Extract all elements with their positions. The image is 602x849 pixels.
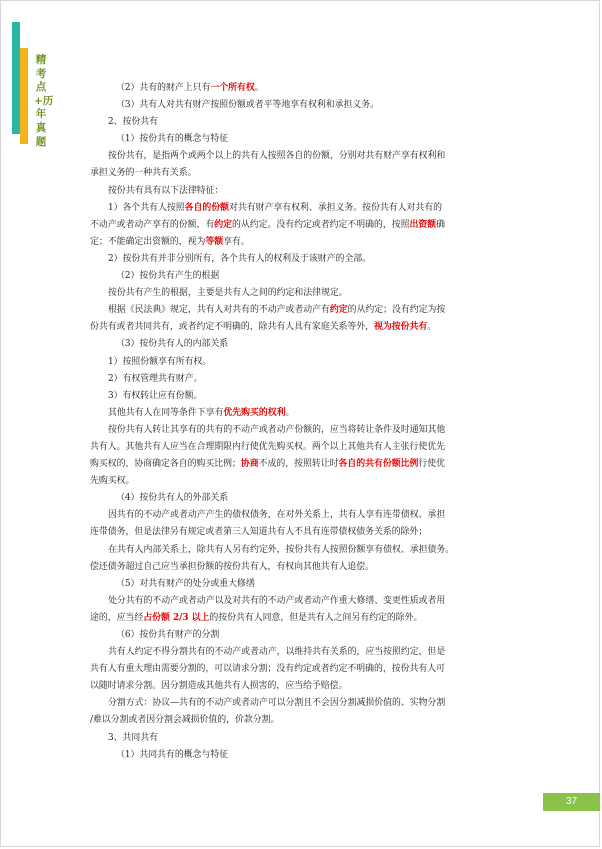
text-line <box>90 422 514 439</box>
text-line <box>90 730 514 747</box>
text-segment: 在共有人内部关系上，除共有人另有约定外，按份共有人按照份额享有债权、承担债务。 <box>108 544 455 555</box>
text-line <box>90 507 514 524</box>
text-segment: 承担义务的一种共有关系。 <box>90 168 197 179</box>
text-line <box>90 388 514 405</box>
text-segment: 其他共有人在同等条件下享有 <box>108 407 224 418</box>
text-line <box>90 627 514 644</box>
page-number: 37 <box>543 793 600 811</box>
text-segment: 1）按照份额享有所有权。 <box>108 356 212 367</box>
text-segment: 。 <box>427 322 437 333</box>
text-line <box>90 678 514 695</box>
text-segment: 享有。 <box>223 236 250 247</box>
text-line <box>90 473 514 490</box>
text-line <box>90 405 514 422</box>
text-line <box>90 148 514 165</box>
highlight-text: 协商 <box>240 459 259 470</box>
text-segment: （4）按份共有人的外部关系 <box>116 493 229 504</box>
text-segment: 途的，应当经 <box>90 612 144 623</box>
text-segment: 以随时请求分割。因分割造成其他共有人损害的，应当给予赔偿。 <box>90 681 348 692</box>
text-segment: 连带债务，但是法律另有规定或者第三人知道共有人不具有连带债权债务关系的除外； <box>90 527 428 538</box>
text-segment: 定；不能确定出资额的，视为 <box>90 236 206 247</box>
text-segment: 因共有的不动产或者动产产生的债权债务，在对外关系上，共有人享有连带债权、承担 <box>108 510 446 521</box>
text-line <box>90 712 514 729</box>
text-segment: 根据《民法典》规定，共有人对共有的不动产或者动产有 <box>108 305 330 316</box>
text-line <box>90 80 514 97</box>
text-segment: （3）按份共有人的内部关系 <box>116 339 229 350</box>
text-line <box>90 559 514 576</box>
text-line <box>90 524 514 541</box>
text-segment: （3）共有人对共有财产按照份额或者平等地享有权利和承担义务。 <box>116 100 380 111</box>
highlight-text: 各自的份额 <box>184 202 230 213</box>
text-segment: 按份共有，是指两个或两个以上的共有人按照各自的份额，分别对共有财产享有权利和 <box>108 151 446 162</box>
text-segment: 分割方式：协议—共有的不动产或者动产可以分割且不会因分割减损价值的、实物分割 <box>108 698 446 709</box>
text-segment: 的从约定；没有约定为按 <box>347 305 446 316</box>
text-line <box>90 131 514 148</box>
text-line <box>90 251 514 268</box>
text-segment: （5）对共有财产的处分或重大修缮 <box>116 578 255 589</box>
text-segment: 先购买权。 <box>90 476 135 487</box>
highlight-text: 视为按份共有 <box>374 322 428 333</box>
text-segment: 的从约定。没有约定或者约定不明确的，按照 <box>232 219 410 230</box>
text-segment: 份共有或者共同共有，或者约定不明确的，除共有人具有家庭关系等外， <box>90 322 374 333</box>
text-segment: 1）各个共有人按照 <box>108 202 185 213</box>
text-line <box>90 354 514 371</box>
text-segment: （6）按份共有财产的分割 <box>116 630 220 640</box>
text-segment: 购买权的，协商确定各自的购买比例； <box>90 459 241 470</box>
text-line <box>90 747 514 764</box>
text-line <box>90 285 514 302</box>
text-line <box>90 97 514 114</box>
text-segment: 按份共有具有以下法律特征： <box>108 185 224 196</box>
text-segment: 2）按份共有并非分别所有，各个共有人的权利及于该财产的全部。 <box>108 253 372 264</box>
text-line <box>90 661 514 678</box>
decor-bar-gold <box>20 48 28 144</box>
text-segment: 3）有权转让应有份额。 <box>108 390 203 401</box>
text-segment: 确 <box>436 219 445 230</box>
side-label: 精考点+历年真题 <box>34 54 54 148</box>
decor-bar-teal <box>12 22 20 134</box>
text-line <box>90 234 514 251</box>
text-line <box>90 576 514 593</box>
text-line <box>90 542 514 559</box>
text-segment: （1）按份共有的概念与特征 <box>116 134 229 145</box>
text-segment: 2、按份共有 <box>108 117 159 128</box>
text-line <box>90 336 514 353</box>
text-line <box>90 695 514 712</box>
text-segment: 2）有权管理共有财产。 <box>108 373 203 384</box>
highlight-text: 优先购买的权利 <box>223 407 286 418</box>
text-line <box>90 644 514 661</box>
highlight-text: 占份额 2/3 以上 <box>143 612 210 623</box>
text-segment: 按份共有产生的根据，主要是共有人之间的约定和法律规定。 <box>108 288 348 299</box>
text-segment: 。 <box>285 407 295 418</box>
highlight-text: 各自的共有份额比例 <box>338 459 419 470</box>
highlight-text: 一个所有权 <box>210 83 255 93</box>
highlight-text: 约定 <box>214 219 232 230</box>
text-segment: 不动产或者动产享有的份额，有 <box>90 219 215 230</box>
text-segment: 不成的，按照转让时 <box>258 459 339 470</box>
text-line <box>90 165 514 182</box>
text-line <box>90 268 514 285</box>
text-line <box>90 302 514 319</box>
text-line <box>90 439 514 456</box>
text-line <box>90 610 514 627</box>
text-segment: 3、共同共有 <box>108 732 159 743</box>
text-segment: 按份共有人转让其享有的共有的不动产或者动产份额的，应当将转让条件及时通知其他 <box>108 424 446 435</box>
text-line <box>90 217 514 234</box>
text-line <box>90 593 514 610</box>
text-segment: 处分共有的不动产或者动产以及对共有的不动产或者动产作重大修缮、变更性质或者用 <box>108 595 446 606</box>
text-segment: /难以分割或者因分割会减损价值的，价款分割。 <box>90 715 280 726</box>
text-line <box>90 114 514 131</box>
text-segment: 共有人约定不得分割共有的不动产或者动产，以维持共有关系的，应当按照约定，但是 <box>108 647 446 658</box>
text-segment: 对共有财产享有权利、承担义务。按份共有人对共有的 <box>229 202 443 213</box>
text-line <box>90 371 514 388</box>
text-line <box>90 319 514 336</box>
text-segment: （1）共同共有的概念与特征 <box>116 749 229 760</box>
text-segment: （2）按份共有产生的根据 <box>116 271 220 282</box>
highlight-text: 约定 <box>329 305 348 316</box>
document-body <box>90 80 514 764</box>
highlight-text: 出资额 <box>409 219 437 230</box>
text-line <box>90 490 514 507</box>
text-segment: 偿还债务超过自己应当承担份额的按份共有人，有权向其他共有人追偿。 <box>90 561 374 572</box>
highlight-text: 等额 <box>205 236 224 247</box>
text-segment: 行使优 <box>418 459 445 470</box>
text-segment: 。 <box>254 83 264 93</box>
text-segment: 共有人。其他共有人应当在合理期限内行使优先购买权。两个以上其他共有人主张行使优先 <box>90 441 445 452</box>
text-line <box>90 456 514 473</box>
text-line <box>90 200 514 217</box>
text-segment: 的按份共有人同意，但是共有人之间另有约定的除外。 <box>209 612 423 623</box>
text-segment: （2）共有的财产上只有 <box>116 83 211 93</box>
text-segment: 共有人有重大理由需要分割的，可以请求分割；没有约定或者约定不明确的，按份共有人可 <box>90 664 445 675</box>
text-line <box>90 183 514 200</box>
